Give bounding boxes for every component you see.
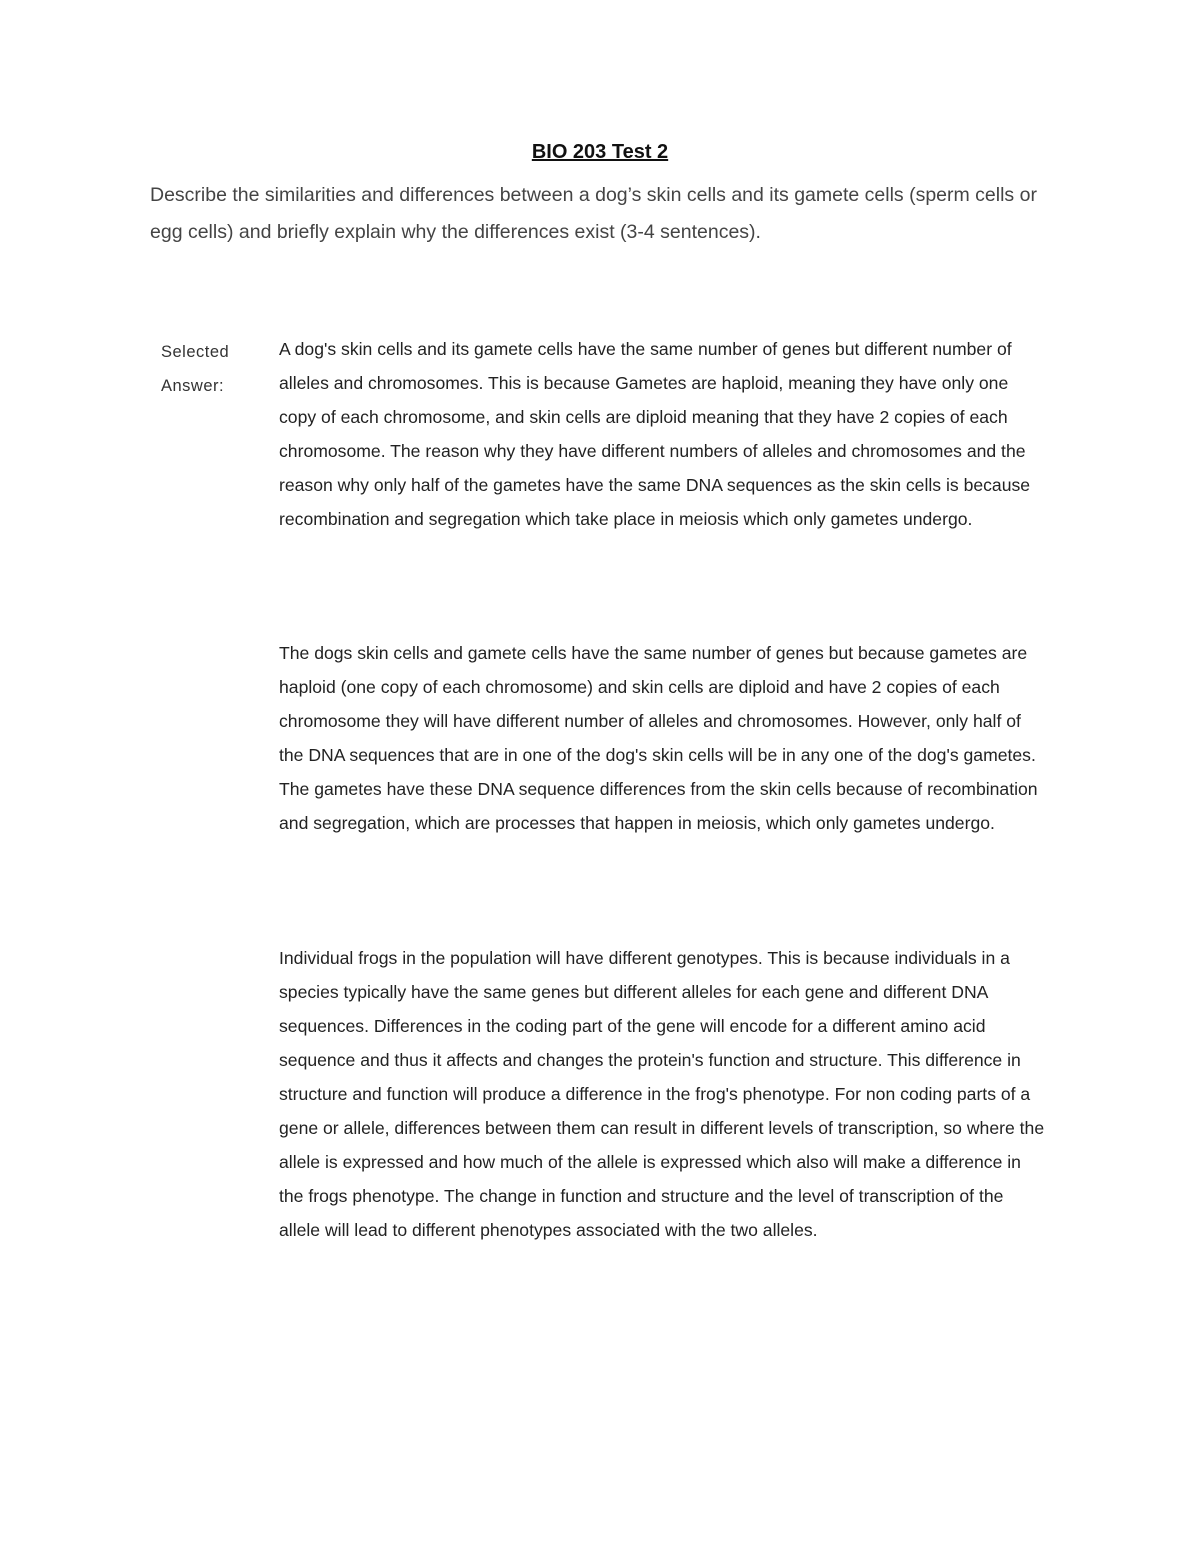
answer-paragraph-3: Individual frogs in the population will have different genotypes. This is because individuals in a species typically have the same genes but different alleles for each gene and different DNA sequences. Differences in the coding part of the gene will encode for a different amino acid sequence and thus it affects and changes the protein's function and structure. This difference in structure and function will produce a difference in the frog's phenotype. For non coding parts of a gene or allele, differences between them can result in different levels of transcription, so where the allele is expressed and how much of the allele is expressed which also will make a difference in the frogs phenotype. The change in function and structure and the level of transcription of the allele will lead to different phenotypes associated with the two alleles. bbox=[279, 948, 1045, 1240]
document-title: BIO 203 Test 2 bbox=[531, 141, 669, 163]
selected-answer-label bbox=[161, 335, 271, 403]
answer-label-line2: Answer: bbox=[161, 377, 225, 395]
question-text: Describe the similarities and differences between a dog’s skin cells and its gamete cells (sperm cells or egg cells) and briefly explain why the differences exist (3-4 sentences). bbox=[150, 184, 1037, 243]
answer-label-line1: Selected bbox=[161, 343, 230, 361]
answer-paragraph-1: A dog's skin cells and its gamete cells have the same number of genes but different number of alleles and chromosomes. This is because Gametes are haploid, meaning they have only one copy of each chromosome, and skin cells are diploid meaning that they have 2 copies of each chromosome. The reason why they have different numbers of alleles and chromosomes and the reason why only half of the gametes have the same DNA sequences as the skin cells is because recombination and segregation which take place in meiosis which only gametes undergo. bbox=[279, 339, 1031, 529]
answer-paragraph-2: The dogs skin cells and gamete cells have the same number of genes but because gametes are haploid (one copy of each chromosome) and skin cells are diploid and have 2 copies of each chromosome they will have different number of alleles and chromosomes. However, only half of the DNA sequences that are in one of the dog's skin cells will be in any one of the dog's gametes. The gametes have these DNA sequence differences from the skin cells because of recombination and segregation, which are processes that happen in meiosis, which only gametes undergo. bbox=[279, 643, 1038, 833]
